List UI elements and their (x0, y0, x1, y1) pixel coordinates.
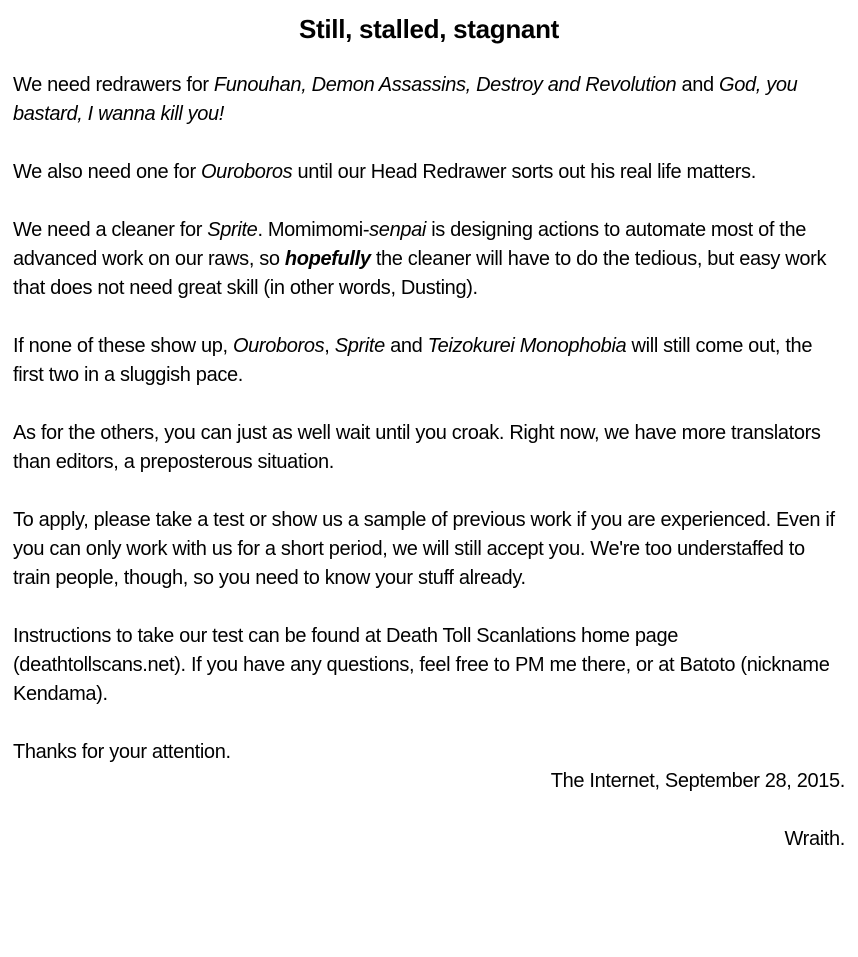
text-run: until our Head Redrawer sorts out his real life matters. (292, 161, 756, 183)
text-run: To apply, please take a test or show us a sample of previous work if you are experienced. Even if you can only work with us for a short period, we will still accept you. We're too understaffed to train people, though, so you need to know your stuff already. (13, 509, 835, 589)
paragraph (13, 622, 845, 709)
emphasized-text: Funouhan, Demon Assassins, Destroy and Revolution (213, 74, 677, 96)
emphasized-text: Ouroboros (232, 335, 325, 357)
paragraph (13, 825, 845, 854)
emphasized-text: senpai (369, 219, 426, 241)
text-run: is designing actions to automate most of the advanced work on our raws, so (13, 219, 807, 270)
paragraph (13, 767, 845, 796)
text-run: and (384, 335, 428, 357)
paragraph (13, 71, 845, 129)
text-run: As for the others, you can just as well wait until you croak. Right now, we have more translators than editors, a preposterous situation. (13, 422, 821, 473)
text-run: . Momimomi- (257, 219, 370, 241)
text-run: We need a cleaner for (13, 219, 208, 241)
emphasized-text: Ouroboros (200, 161, 293, 183)
emphasized-text: Sprite (334, 335, 385, 357)
page-title: Still, stalled, stagnant (298, 14, 560, 44)
document-body (13, 71, 845, 854)
emphasized-text: God, you bastard, I wanna kill you! (13, 74, 798, 125)
text-run: Instructions to take our test can be found at Death Toll Scanlations home page (deathtollscans.net). If you have any questions, feel free to PM me there, or at Batoto (nickname Kendama). (13, 625, 830, 705)
text-run: Wraith. (784, 828, 845, 850)
paragraph (13, 216, 845, 303)
paragraph (13, 738, 845, 767)
text-run: the cleaner will have to do the tedious, but easy work that does not need great skill (in other words, Dusting). (13, 248, 827, 299)
text-run: Thanks for your attention. (13, 741, 231, 763)
paragraph (13, 158, 845, 187)
text-run: We also need one for (13, 161, 201, 183)
emphasized-text: Teizokurei Monophobia (427, 335, 627, 357)
text-run: The Internet, September 28, 2015. (550, 770, 845, 792)
paragraph (13, 506, 845, 593)
paragraph (13, 419, 845, 477)
text-run: will still come out, the first two in a sluggish pace. (13, 335, 813, 386)
text-run: , (324, 335, 335, 357)
emphasized-text: Sprite (207, 219, 258, 241)
paragraph (13, 332, 845, 390)
text-run: and (676, 74, 720, 96)
text-run: If none of these show up, (13, 335, 233, 357)
text-run: We need redrawers for (13, 74, 214, 96)
emphasized-text: hopefully (284, 248, 371, 270)
